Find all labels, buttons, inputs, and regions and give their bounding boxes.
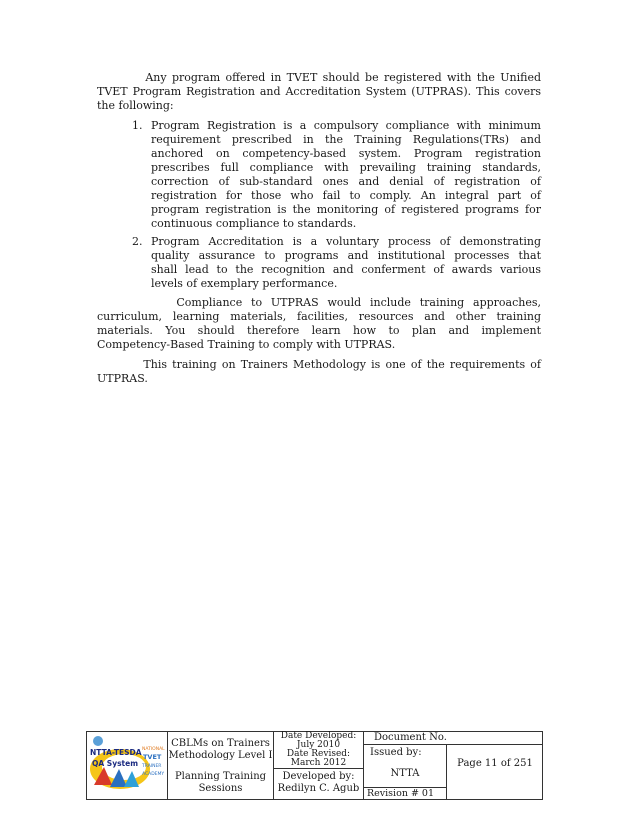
text-line: Any program offered in TVET should be registered with the Unified [97,71,541,84]
list-number: 1. [132,119,143,132]
svg-text:TRAINER: TRAINER [142,764,162,769]
text-line: the following: [97,99,174,112]
svg-text:ACADEMY: ACADEMY [142,772,165,777]
para-1 [97,71,541,113]
module-title: Planning Training Sessions [174,771,267,794]
developed-by-label: Developed by: [282,771,355,782]
svg-text:NTTA-TESDA: NTTA-TESDA [90,748,142,757]
list-item-1 [132,119,541,231]
date-developed: July 2010 [296,740,341,750]
text-line: requirement prescribed in the Training Regulations(TRs) and [151,133,541,146]
text-line: continuous compliance to standards. [151,217,357,230]
text-line: curriculum, learning materials, facilities, resources and other training [97,310,541,323]
logo-cell [88,733,166,799]
text-line: Program Accreditation is a voluntary process of demonstrating [151,235,541,248]
text-line: registration for those who fail to comply. An integral part of [151,189,541,202]
document-no-label: Document No. [374,732,447,743]
developed-by: Redilyn C. Agub [277,783,360,794]
text-line: shall lead to the recognition and conferment of awards various [151,263,541,276]
text-line: prescribes full compliance with prevailing training standards, [151,161,541,174]
cblm-title: CBLMs on Trainers Methodology Level I [168,738,273,761]
text-line: This training on Trainers Methodology is one of the requirements of [97,358,541,371]
svg-text:TVET: TVET [143,753,162,761]
text-line: UTPRAS. [97,372,148,385]
text-line: program registration is the monitoring of registered programs for [151,203,541,216]
list-item-2 [132,235,541,291]
divider [363,732,364,799]
svg-text:NATIONAL: NATIONAL [142,747,165,752]
text-line: Competency-Based Training to comply with UTPRAS. [97,338,396,351]
date-revised: March 2012 [290,758,347,768]
revision-number: Revision # 01 [367,788,435,799]
text-line: quality assurance to programs and institutional processes that [151,249,541,262]
text-line: levels of exemplary performance. [151,277,338,290]
page-number: Page 11 of 251 [457,758,533,769]
para-3 [97,358,541,386]
text-line: TVET Program Registration and Accreditation System (UTPRAS). This covers [97,85,541,98]
para-2 [97,296,541,352]
text-line: correction of sub-standard ones and denial of registration of [151,175,541,188]
divider [446,744,447,799]
text-line: Program Registration is a compulsory compliance with minimum [151,119,541,132]
text-line: materials. You should therefore learn how to plan and implement [97,324,541,337]
list-number: 2. [132,235,143,248]
date-revised-label: Date Revised: [286,749,351,759]
text-line: Compliance to UTPRAS would include training approaches, [97,296,541,309]
text-line: anchored on competency-based system. Program registration [151,147,541,160]
issued-by: NTTA [390,768,420,779]
document-footer-table [86,731,543,800]
ntta-tesda-logo [88,733,166,797]
date-developed-label: Date Developed: [280,731,357,741]
svg-text:QA System: QA System [92,759,139,768]
divider [363,744,542,745]
issued-by-label: Issued by: [370,747,422,758]
